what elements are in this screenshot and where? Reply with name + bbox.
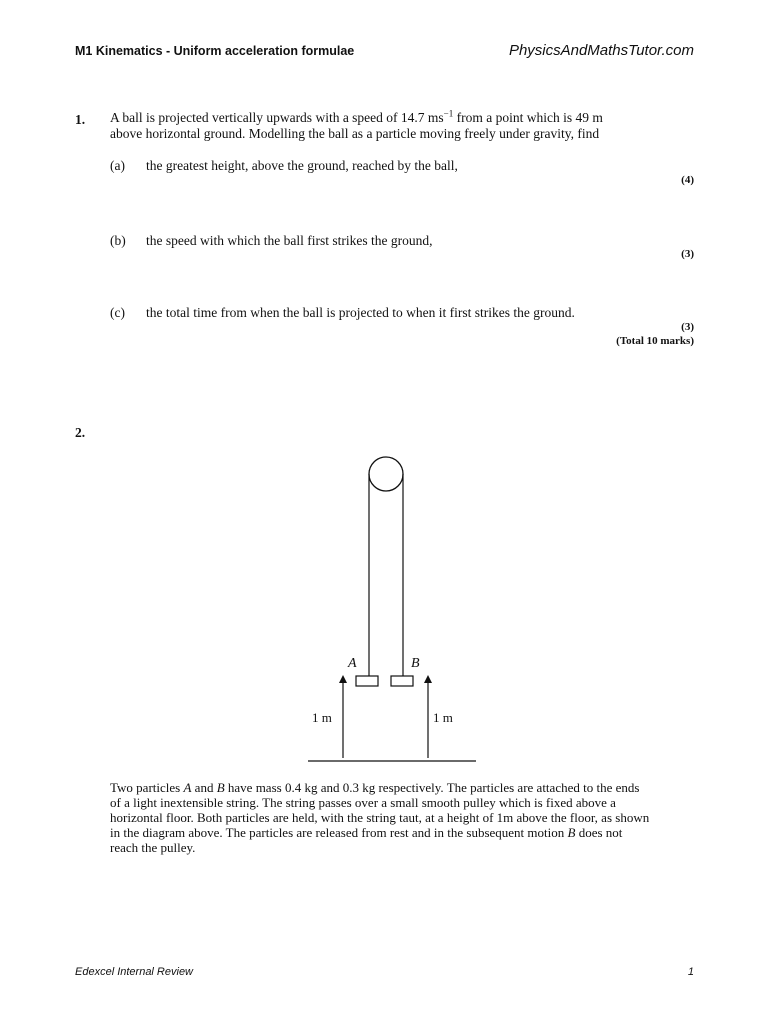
para-text-3: have mass 0.4 kg and 0.3 kg respectively. The particles are attached to the ends of a light inextensible string. The string passes over a small smooth pulley which is fixed above a horizontal floor. Both particles are held, with the string taut, at a height of 1m above the floor, as shown in the diagram above. The particles are released from rest and in the subsequent motion bbox=[110, 780, 650, 840]
question-1-number: 1. bbox=[75, 112, 86, 127]
part-a-text: the greatest height, above the ground, reached by the ball, bbox=[146, 158, 458, 173]
header-title: M1 Kinematics - Uniform acceleration formulae bbox=[75, 44, 355, 58]
part-c-letter: (c) bbox=[110, 305, 125, 320]
part-a-letter: (a) bbox=[110, 158, 125, 173]
page-number: 1 bbox=[687, 966, 694, 978]
stem-text-pre: A ball is projected vertically upwards with a speed of 14.7 ms bbox=[110, 110, 444, 125]
para-text-1: Two particles bbox=[110, 780, 184, 795]
para-text-4: does not reach the pulley. bbox=[110, 825, 623, 855]
part-b-marks: (3) bbox=[681, 248, 694, 260]
part-b-letter: (b) bbox=[110, 233, 126, 248]
height-label-right: 1 m bbox=[433, 710, 453, 725]
question-1-stem-line-2: above horizontal ground. Modelling the ball as a particle moving freely under gravity, find bbox=[110, 126, 600, 141]
stem-superscript: −1 bbox=[443, 108, 454, 119]
height-label-left: 1 m bbox=[312, 710, 332, 725]
label-a: A bbox=[348, 656, 357, 671]
particle-a-ref: A bbox=[183, 780, 192, 795]
footer-source: Edexcel Internal Review bbox=[75, 966, 194, 978]
label-b: B bbox=[411, 656, 420, 671]
part-c-marks: (3) bbox=[681, 321, 694, 333]
question-2-number: 2. bbox=[75, 425, 86, 440]
question-2-paragraph bbox=[110, 780, 650, 855]
stem-text-post: from a point which is 49 m bbox=[453, 110, 603, 125]
particle-b-ref-2: B bbox=[567, 825, 576, 840]
para-text-2: and bbox=[191, 780, 217, 795]
header-site-name: PhysicsAndMathsTutor.com bbox=[508, 42, 694, 59]
pulley bbox=[369, 457, 403, 491]
particle-b-ref: B bbox=[216, 780, 225, 795]
part-b-text: the speed with which the ball first strikes the ground, bbox=[146, 233, 433, 248]
part-c-text: the total time from when the ball is projected to when it first strikes the ground. bbox=[146, 305, 575, 320]
part-a-marks: (4) bbox=[681, 174, 694, 186]
particle-b bbox=[391, 676, 413, 686]
particle-a bbox=[356, 676, 378, 686]
question-1-total-marks: (Total 10 marks) bbox=[616, 335, 694, 347]
